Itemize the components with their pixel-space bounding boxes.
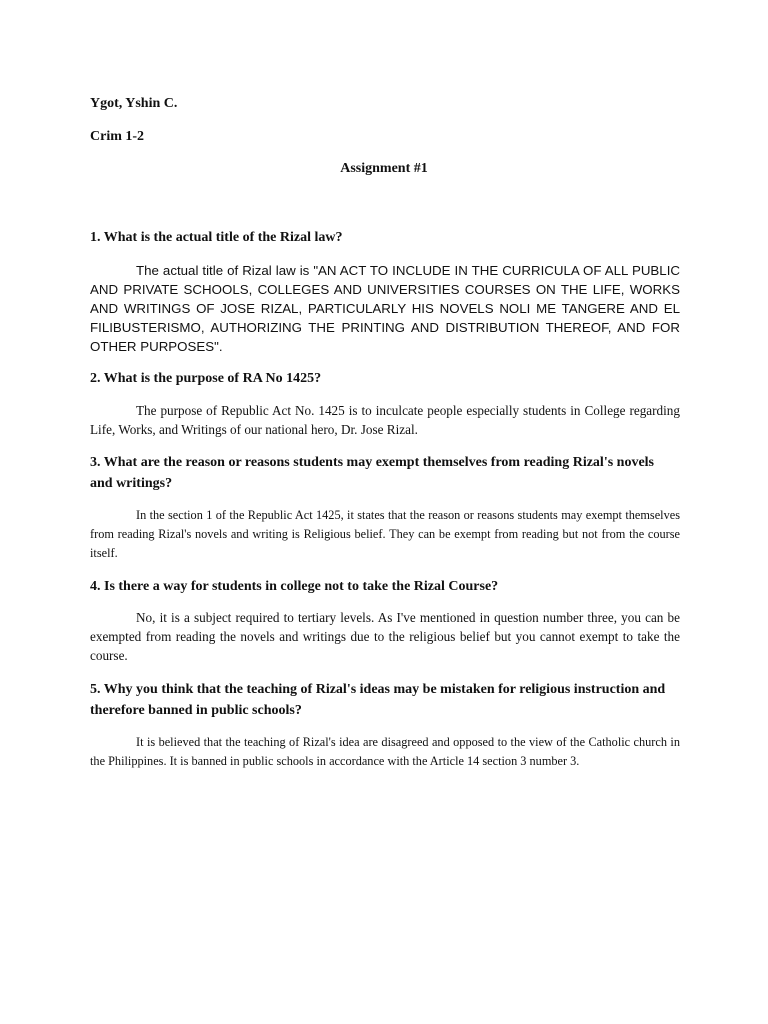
answer-2: The purpose of Republic Act No. 1425 is to inculcate people especially students in College regarding Life, Works, and Writings of our national hero, Dr. Jose Rizal. [90, 403, 680, 437]
answer-5: It is believed that the teaching of Rizal's idea are disagreed and opposed to the view of the Catholic church in the Philippines. It is banned in public schools in accordance with the Article 14 section 3 number 3. [90, 735, 680, 768]
question-3: 3. What are the reason or reasons students may exempt themselves from reading Rizal's novels and writings? [90, 455, 654, 491]
answer-3: In the section 1 of the Republic Act 1425, it states that the reason or reasons students may exempt themselves from reading Rizal's novels and writing is Religious belief. They can be exempt from reading but not from the course itself. [90, 508, 680, 560]
question-2: 2. What is the purpose of RA No 1425? [90, 371, 322, 386]
assignment-title: Assignment #1 [340, 161, 428, 176]
answer-1: The actual title of Rizal law is "AN ACT TO INCLUDE IN THE CURRICULA OF ALL PUBLIC AND PRIVATE SCHOOLS, COLLEGES AND UNIVERSITIES COURSES ON THE LIFE, WORKS AND WRITINGS OF JOSE RIZAL, PARTICULARLY HIS NOVELS NOLI ME TANGERE AND EL FILIBUSTERISMO, AUTHORIZING THE PRINTING AND DISTRIBUTION THEREOF, AND FOR OTHER PURPOSES". [90, 263, 680, 354]
answer-4: No, it is a subject required to tertiary levels. As I've mentioned in question number three, you can be exempted from reading the novels and writings due to the religious belief but you cannot exempt to take the course. [90, 610, 680, 663]
question-5: 5. Why you think that the teaching of Rizal's ideas may be mistaken for religious instruction and therefore banned in public schools? [90, 682, 666, 718]
question-4: 4. Is there a way for students in college not to take the Rizal Course? [90, 579, 499, 594]
student-name: Ygot, Yshin C. [90, 96, 178, 111]
class-section: Crim 1-2 [90, 129, 145, 144]
question-1: 1. What is the actual title of the Rizal law? [90, 230, 343, 245]
